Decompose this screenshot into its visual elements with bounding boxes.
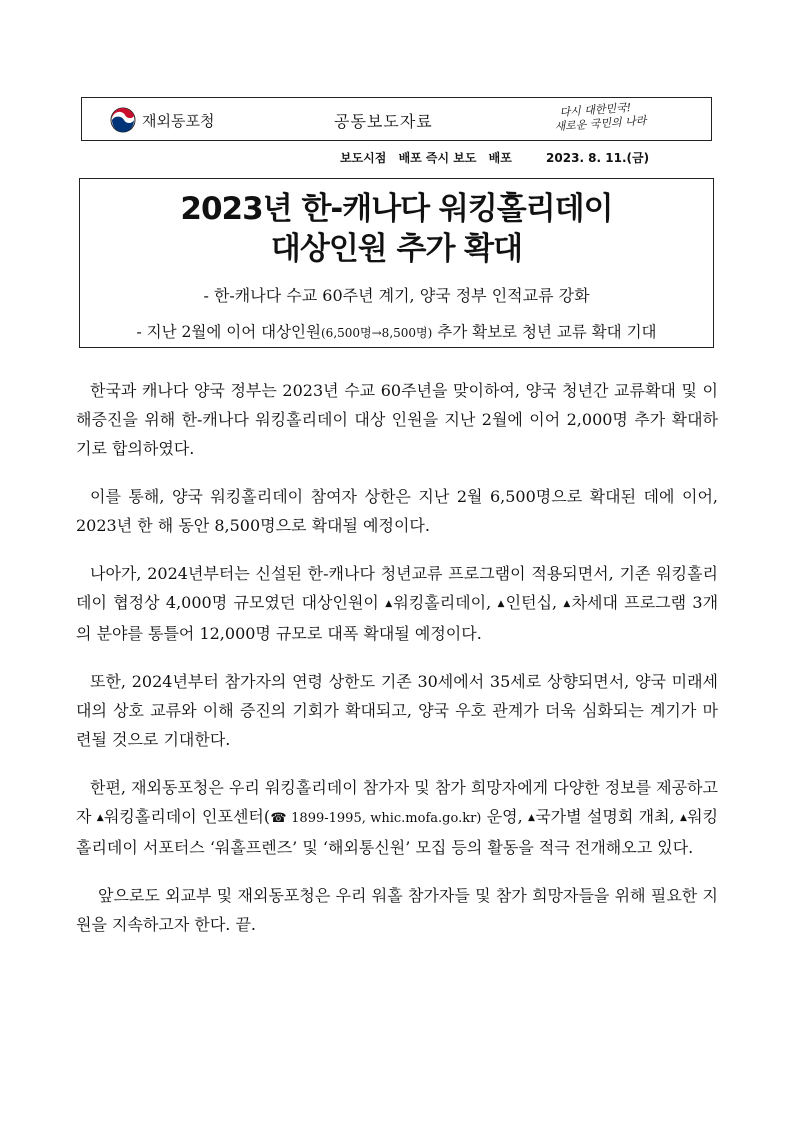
title-line-2: 대상인원 추가 확대	[270, 231, 523, 267]
release-value-2: 배포	[488, 151, 512, 165]
paragraph-3-c: 인턴십,	[505, 593, 564, 612]
slogan-line-1: 다시 대한민국!	[559, 101, 632, 120]
triangle-bullet-icon: ▲	[497, 599, 506, 609]
paragraph-4: 또한, 2024년부터 참가자의 연령 상한도 기존 30세에서 35세로 상향되면서, 양국 미래세대의 상호 교류와 이해 증진의 기회가 확대되고, 양국 우호 관계가 더욱 심화되는 계기가 마련될 것으로 기대한다.	[76, 672, 718, 749]
paragraph-5-d: 국가별 설명회 개최,	[535, 807, 680, 826]
paragraph-5	[76, 773, 718, 862]
paragraph-3-d: 차세대 프로그램 3개의 분야를 통틀어 12,000명 규모로 대폭 확대될 예정이다.	[76, 593, 719, 643]
paragraph-3	[76, 559, 718, 648]
triangle-bullet-icon: ▲	[563, 599, 572, 609]
subtitle-2-a: - 지난 2월에 이어 대상인원	[136, 323, 321, 341]
header-box	[81, 97, 712, 141]
subtitle-1: - 한-캐나다 수교 60주년 계기, 양국 정부 인적교류 강화	[203, 286, 590, 305]
slogan-line-2: 새로운 국민의 나라	[554, 113, 647, 134]
agency-logo	[110, 107, 214, 133]
release-value-1: 배포 즉시 보도	[398, 151, 477, 165]
paragraph-5-e: 워킹홀리데이 서포터스 ‘워홀프렌즈’ 및 ‘해외통신원’ 모집 등의 활동을 적극 전개해오고 있다.	[76, 807, 719, 857]
triangle-bullet-icon: ▲	[679, 813, 688, 823]
subtitle-2-c: 추가 확보로 청년 교류 확대 기대	[432, 323, 657, 341]
subtitle-2	[80, 320, 713, 342]
agency-name: 재외동포청	[142, 111, 215, 130]
page-title	[80, 189, 713, 269]
slogan	[554, 100, 647, 134]
info-center-contact: ☎ 1899-1995, whic.mofa.go.kr)	[270, 811, 482, 826]
paragraph-1: 한국과 캐나다 양국 정부는 2023년 수교 60주년을 맞이하여, 양국 청년간 교류확대 및 이해증진을 위해 한-캐나다 워킹홀리데이 대상 인원을 지난 2월에 이어 2,000명 추가 확대하기로 합의하였다.	[76, 381, 718, 458]
body-text	[76, 376, 718, 958]
paragraph-2: 이를 통해, 양국 워킹홀리데이 참여자 상한은 지난 2월 6,500명으로 확대된 데에 이어, 2023년 한 해 동안 8,500명으로 확대될 예정이다.	[76, 487, 718, 535]
paragraph-6: 앞으로도 외교부 및 재외동포청은 우리 워홀 참가자들 및 참가 희망자들을 위해 필요한 지원을 지속하고자 한다. 끝.	[76, 886, 718, 934]
doc-type-label: 공동보도자료	[334, 112, 433, 131]
triangle-bullet-icon: ▲	[96, 813, 104, 823]
title-box	[79, 178, 714, 348]
triangle-bullet-icon: ▲	[385, 599, 394, 609]
paragraph-3-b: 워킹홀리데이,	[393, 593, 498, 612]
paragraph-5-c: 운영,	[481, 807, 529, 826]
release-label: 보도시점	[340, 151, 387, 165]
release-timing	[340, 149, 712, 166]
title-line-1: 2023년 한-캐나다 워킹홀리데이	[180, 191, 613, 227]
taegeuk-icon	[110, 107, 136, 133]
paragraph-5-b: 워킹홀리데이 인포센터(	[103, 807, 271, 826]
paragraph-3-a: 나아가, 2024년부터는 신설된 한-캐나다 청년교류 프로그램이 적용되면서, 기존 워킹홀리데이 협정상 4,000명 규모였던 대상인원이	[76, 564, 718, 612]
triangle-bullet-icon: ▲	[528, 813, 536, 823]
paragraph-5-a: 한편, 재외동포청은 우리 워킹홀리데이 참가자 및 참가 희망자에게 다양한 정보를 제공하고자	[76, 778, 718, 826]
release-date: 2023. 8. 11.(금)	[546, 151, 650, 165]
subtitle-2-b: (6,500명→8,500명)	[321, 326, 433, 340]
